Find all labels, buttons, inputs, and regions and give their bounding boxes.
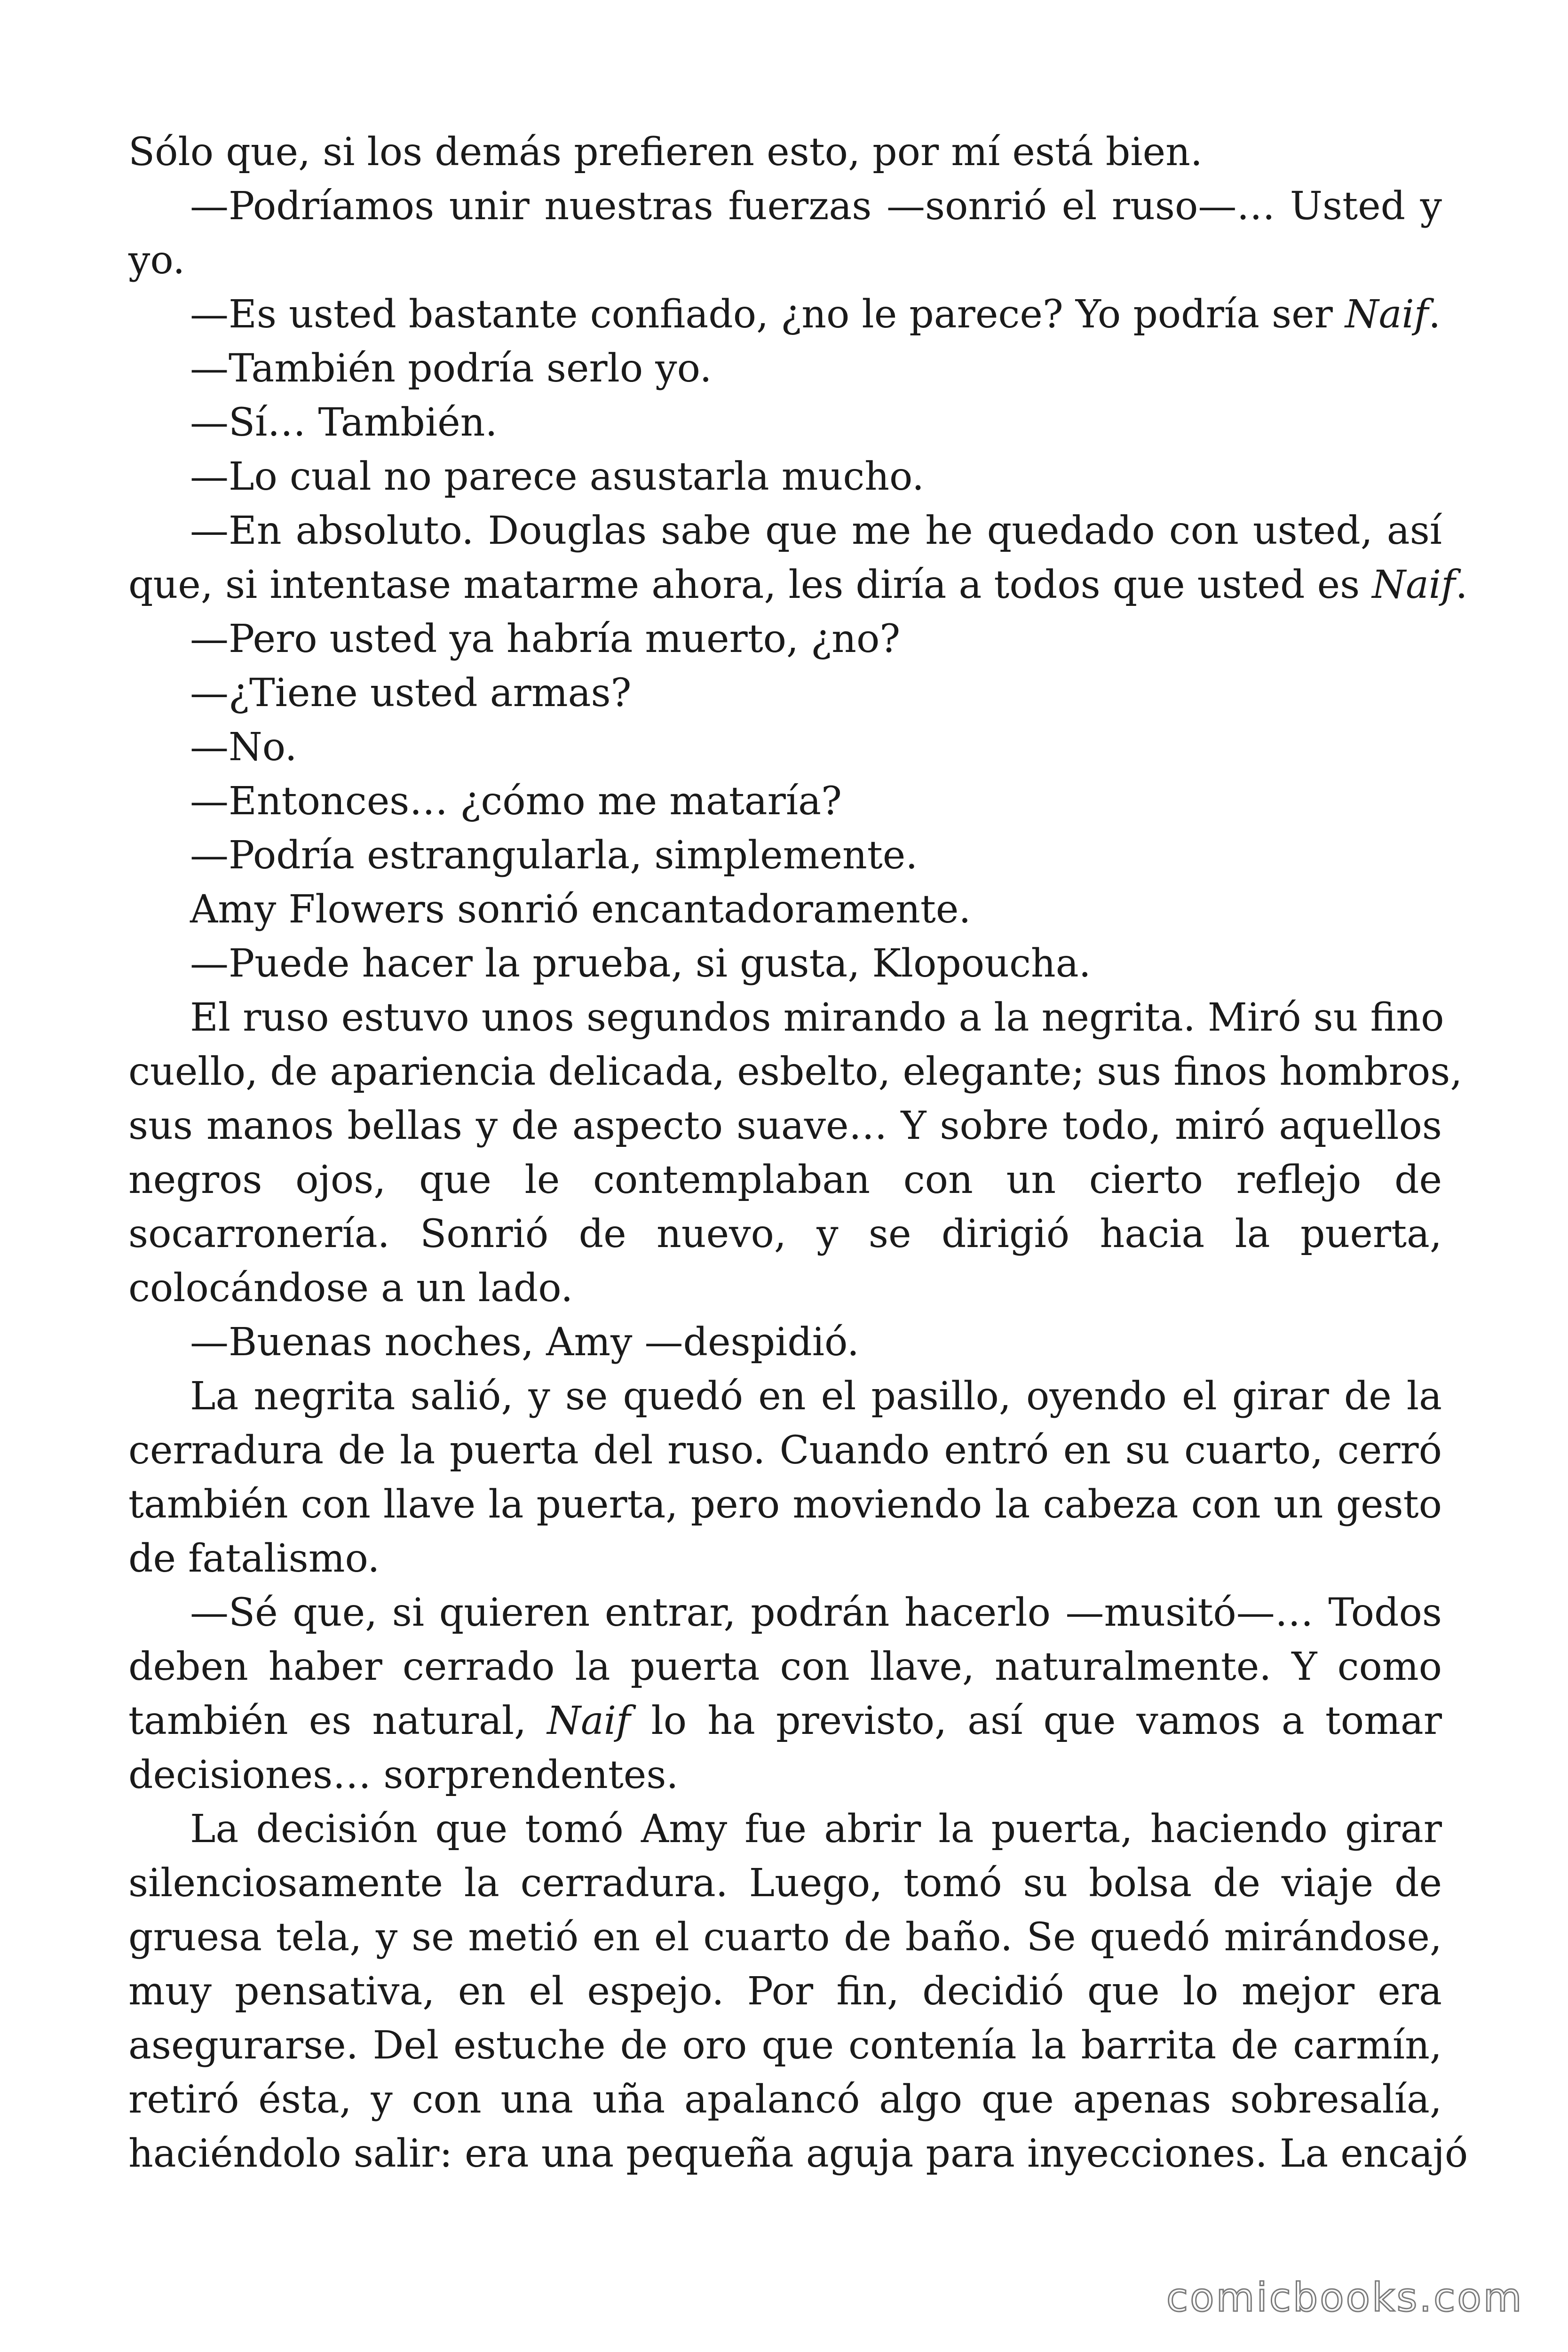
- text-segment: que, si intentase matarme ahora, les diría a todos que usted es: [128, 563, 1372, 607]
- text-line: [128, 774, 1442, 828]
- text-segment: deben haber cerrado la puerta con llave, naturalmente. Y como: [128, 1645, 1442, 1689]
- text-line: [128, 612, 1442, 666]
- text-segment: .: [1455, 563, 1468, 607]
- text-segment: —Es usted bastante confiado, ¿no le parece? Yo podría ser: [190, 292, 1345, 337]
- text-segment: —Sé que, si quieren entrar, podrán hacerlo —musitó—… Todos: [190, 1590, 1442, 1635]
- text-line: [128, 1586, 1442, 1640]
- text-segment: —Podríamos unir nuestras fuerzas —sonrió el ruso—… Usted y: [190, 184, 1442, 229]
- text-line: [128, 937, 1442, 991]
- text-segment: La decisión que tomó Amy fue abrir la puerta, haciendo girar: [190, 1807, 1442, 1851]
- text-line: [128, 720, 1442, 774]
- text-segment: —También podría serlo yo.: [190, 346, 712, 391]
- text-line: [128, 666, 1442, 720]
- text-line: [128, 1153, 1442, 1207]
- text-line: [128, 1802, 1442, 1856]
- text-line: [128, 1099, 1442, 1153]
- text-line: [128, 1261, 1442, 1315]
- text-line: [128, 1315, 1442, 1369]
- text-segment: El ruso estuvo unos segundos mirando a la negrita. Miró su fino: [190, 995, 1444, 1040]
- text-segment: —Lo cual no parece asustarla mucho.: [190, 454, 925, 499]
- text-line: [128, 882, 1442, 937]
- text-segment: Amy Flowers sonrió encantadoramente.: [190, 887, 971, 932]
- text-segment: también es natural,: [128, 1699, 547, 1743]
- text-segment: negros ojos, que le contemplaban con un cierto reflejo de: [128, 1158, 1442, 1202]
- text-segment: —Entonces… ¿cómo me mataría?: [190, 779, 842, 824]
- text-segment: La negrita salió, y se quedó en el pasillo, oyendo el girar de la: [190, 1374, 1442, 1419]
- text-segment: Sólo que, si los demás prefieren esto, por mí está bien.: [128, 130, 1203, 175]
- text-line: [128, 179, 1442, 233]
- text-segment: —En absoluto. Douglas sabe que me he quedado con usted, así: [190, 509, 1442, 553]
- italic-text-segment: Naif: [547, 1699, 631, 1743]
- book-page-text: [128, 125, 1468, 2181]
- text-line: [128, 1910, 1442, 1964]
- text-line: [128, 1640, 1442, 1694]
- text-segment: —No.: [190, 725, 297, 770]
- text-segment: también con llave la puerta, pero moviendo la cabeza con un gesto: [128, 1482, 1442, 1527]
- text-segment: colocándose a un lado.: [128, 1266, 573, 1311]
- text-line: [128, 1694, 1442, 1748]
- text-segment: cerradura de la puerta del ruso. Cuando entró en su cuarto, cerró: [128, 1428, 1442, 1473]
- text-line: [128, 2127, 1468, 2181]
- text-line: [128, 504, 1442, 558]
- text-line: [128, 287, 1442, 342]
- text-segment: —Buenas noches, Amy —despidió.: [190, 1320, 859, 1365]
- text-line: [128, 991, 1442, 1045]
- text-segment: gruesa tela, y se metió en el cuarto de baño. Se quedó mirándose,: [128, 1915, 1442, 1960]
- text-line: [128, 1045, 1463, 1099]
- text-segment: retiró ésta, y con una uña apalancó algo que apenas sobresalía,: [128, 2077, 1442, 2122]
- text-line: [128, 342, 1442, 396]
- text-line: [128, 2018, 1442, 2073]
- text-segment: decisiones… sorprendentes.: [128, 1753, 679, 1797]
- text-segment: silenciosamente la cerradura. Luego, tomó su bolsa de viaje de: [128, 1861, 1442, 1906]
- text-segment: —Pero usted ya habría muerto, ¿no?: [190, 617, 901, 661]
- italic-text-segment: Naif: [1345, 292, 1429, 337]
- text-line: [128, 450, 1442, 504]
- site-watermark: comicbooks.com: [1166, 2274, 1524, 2320]
- text-segment: —Sí… También.: [190, 400, 498, 445]
- text-line: [128, 828, 1442, 882]
- text-segment: cuello, de apariencia delicada, esbelto, elegante; sus finos hombros,: [128, 1049, 1463, 1094]
- text-line: [128, 2073, 1442, 2127]
- text-line: [128, 1423, 1442, 1478]
- text-segment: asegurarse. Del estuche de oro que contenía la barrita de carmín,: [128, 2023, 1442, 2068]
- text-segment: socarronería. Sonrió de nuevo, y se dirigió hacia la puerta,: [128, 1212, 1442, 1256]
- text-line: [128, 1748, 1442, 1802]
- italic-text-segment: Naif: [1372, 563, 1456, 607]
- text-segment: —Puede hacer la prueba, si gusta, Klopoucha.: [190, 941, 1091, 986]
- text-segment: de fatalismo.: [128, 1536, 380, 1581]
- text-segment: sus manos bellas y de aspecto suave… Y sobre todo, miró aquellos: [128, 1104, 1442, 1148]
- text-line: [128, 1369, 1442, 1423]
- text-segment: haciéndolo salir: era una pequeña aguja para inyecciones. La encajó: [128, 2131, 1468, 2176]
- text-line: [128, 1532, 1442, 1586]
- text-line: [128, 233, 1442, 287]
- text-segment: —Podría estrangularla, simplemente.: [190, 833, 918, 878]
- text-line: [128, 1478, 1442, 1532]
- text-line: [128, 396, 1442, 450]
- text-segment: lo ha previsto, así que vamos a tomar: [630, 1699, 1442, 1743]
- text-line: [128, 125, 1442, 179]
- text-line: [128, 558, 1468, 612]
- text-segment: —¿Tiene usted armas?: [190, 671, 632, 715]
- text-segment: .: [1428, 292, 1441, 337]
- text-line: [128, 1207, 1442, 1261]
- text-segment: yo.: [128, 238, 185, 283]
- text-line: [128, 1856, 1442, 1910]
- text-segment: muy pensativa, en el espejo. Por fin, decidió que lo mejor era: [128, 1969, 1442, 2014]
- text-line: [128, 1964, 1442, 2018]
